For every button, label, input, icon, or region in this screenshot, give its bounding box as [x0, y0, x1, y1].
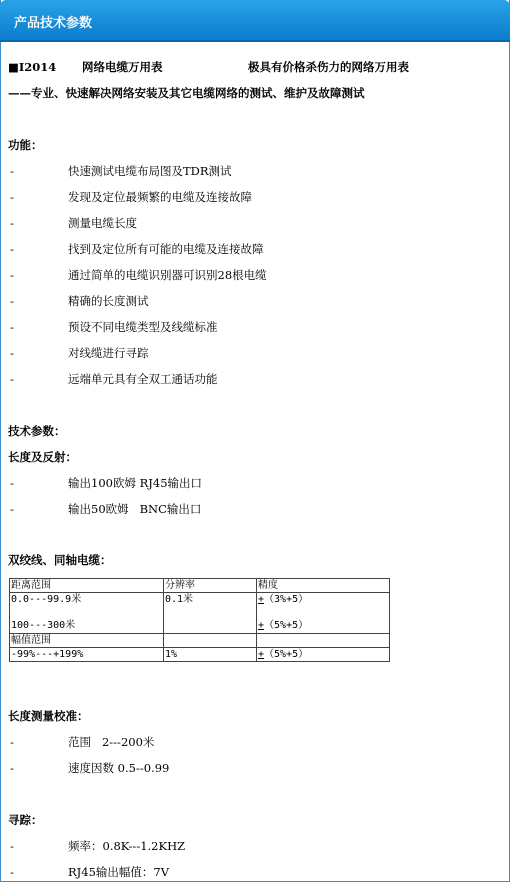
function-item: 对线缆进行寻踪 [68, 346, 149, 360]
product-slogan: 极具有价格杀伤力的网络万用表 [248, 60, 409, 74]
bullet-dash: - [10, 372, 14, 386]
function-item: 找到及定位所有可能的电缆及连接故障 [68, 242, 264, 256]
plus-minus-sign: + [258, 649, 265, 660]
twisted-heading: 双绞线、同轴电缆： [8, 553, 112, 567]
function-item: 测量电缆长度 [68, 216, 137, 230]
table-row [10, 579, 390, 593]
table-cell: -99%---+199% [10, 648, 164, 662]
bullet-dash: - [10, 216, 14, 230]
table-header-cell: 精度 [257, 579, 390, 593]
table-header-cell: 距离范围 [10, 579, 164, 593]
table-header-cell: 分辨率 [164, 579, 257, 593]
bullet-dash: - [10, 346, 14, 360]
function-item: 通过简单的电缆识别器可识别28根电缆 [68, 268, 267, 282]
function-item: 精确的长度测试 [68, 294, 149, 308]
accuracy-value: （5%+5） [264, 620, 309, 631]
function-item: 预设不同电缆类型及线缆标准 [68, 320, 218, 334]
product-subtitle: ——专业、快速解决网络安装及其它电缆网络的测试、维护及故障测试 [8, 86, 365, 100]
cell-line: 0.0---99.9米 [11, 594, 82, 605]
table-cell: 1% [164, 648, 257, 662]
bullet-dash: - [10, 190, 14, 204]
cell-line: 100---300米 [11, 620, 76, 631]
bullet-dash: - [10, 268, 14, 282]
section-title: 产品技术参数 [14, 16, 93, 31]
spec-table [9, 578, 390, 662]
output-item: 输出100欧姆 RJ45输出口 [68, 476, 203, 490]
bullet-dash: - [10, 294, 14, 308]
table-row [10, 634, 390, 648]
table-row [10, 648, 390, 662]
bullet-dash: - [10, 502, 14, 516]
bullet-dash: - [10, 320, 14, 334]
section-header [0, 0, 510, 42]
tracking-item: 频率：0.8K---1.2KHZ [68, 839, 186, 853]
cell-line [258, 619, 388, 632]
function-item: 快速测试电缆布局图及TDR测试 [68, 164, 232, 178]
table-cell [10, 593, 164, 634]
length-heading: 长度及反射： [8, 450, 77, 464]
table-cell [257, 593, 390, 634]
bullet-dash: - [10, 865, 14, 879]
tracking-item: RJ45输出幅值：7V [68, 865, 170, 879]
bullet-dash: - [10, 839, 14, 853]
cell-line [258, 593, 388, 606]
product-name: 网络电缆万用表 [82, 60, 163, 74]
tracking-heading: 寻踪： [8, 813, 43, 827]
bullet-dash: - [10, 761, 14, 775]
table-cell: 0.1米 [164, 593, 257, 634]
bullet-dash: - [10, 735, 14, 749]
table-row [10, 593, 390, 634]
calibration-item: 速度因数 0.5--0.99 [68, 761, 170, 775]
plus-minus-sign: + [258, 620, 265, 631]
calibration-heading: 长度测量校准： [8, 709, 89, 723]
output-item: 输出50欧姆 BNC输出口 [68, 502, 202, 516]
tech-heading: 技术参数： [8, 424, 66, 438]
table-cell [164, 634, 257, 648]
bullet-dash: - [10, 242, 14, 256]
bullet-dash: - [10, 164, 14, 178]
plus-minus-sign: + [258, 594, 265, 605]
bullet-dash: - [10, 476, 14, 490]
functions-heading: 功能： [8, 138, 43, 152]
product-model: ■I2014 [8, 60, 57, 74]
accuracy-value: （5%+5） [264, 649, 309, 660]
calibration-item: 范围 2---200米 [68, 735, 155, 749]
table-cell [257, 648, 390, 662]
table-cell: 幅值范围 [10, 634, 164, 648]
function-item: 远端单元具有全双工通话功能 [68, 372, 218, 386]
table-cell [257, 634, 390, 648]
function-item: 发现及定位最频繁的电缆及连接故障 [68, 190, 252, 204]
accuracy-value: （3%+5） [264, 594, 309, 605]
